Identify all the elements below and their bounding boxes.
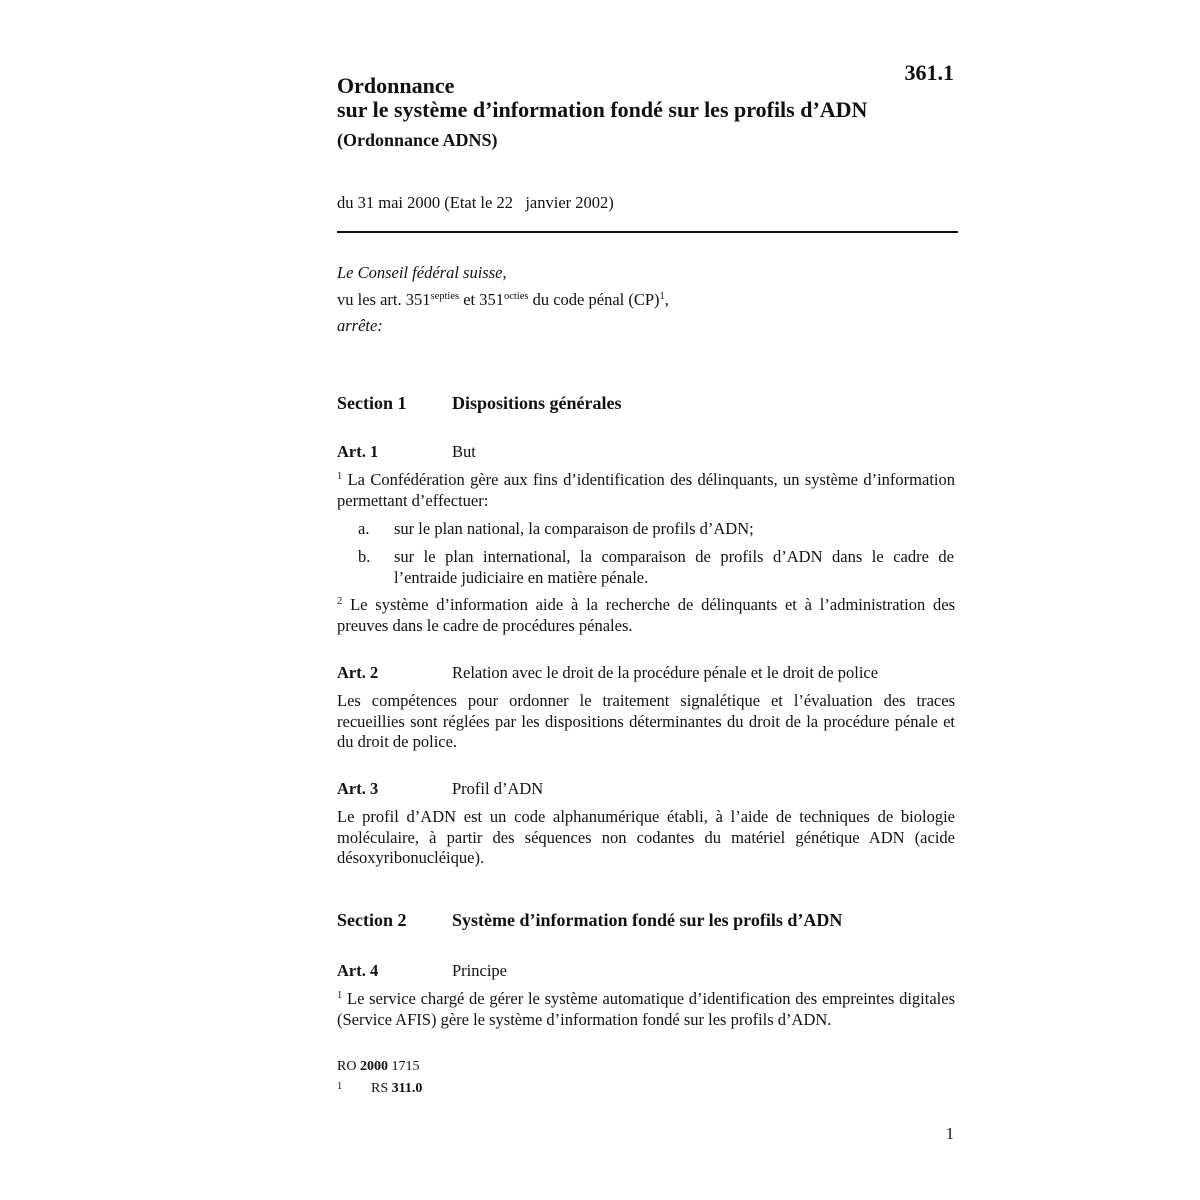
header-rule bbox=[337, 231, 958, 233]
page-number: 1 bbox=[945, 1124, 954, 1143]
art2-text: Les compétences pour ordonner le traitement signalétique et l’évaluation des traces recueillies sont réglées par les dispositions déterminantes du droit de la procédure pénale et du droit de police. bbox=[337, 691, 955, 751]
art1-paragraph2: $^2$ Le système d’information aide à la recherche de délinquants et à l’administration des preuves dans le cadre de procédures pénales. bbox=[337, 595, 956, 635]
section2-heading: Section 2 Système d’information fondé sur les profils d’ADN bbox=[337, 910, 843, 930]
preamble-decree: arrête: bbox=[337, 316, 383, 335]
title-line1: Ordonnance bbox=[337, 73, 455, 98]
art1-heading: Art. 1 But bbox=[337, 442, 476, 461]
art3-heading: Art. 3 Profil d’ADN bbox=[337, 779, 544, 798]
section1-heading: Section 1 Dispositions générales bbox=[337, 393, 622, 413]
art4-heading: Art. 4 Principe bbox=[337, 961, 507, 980]
art4-paragraph1: $^1$ Le service chargé de gérer le système automatique d’identification des empreintes digitales (Service AFIS) gère le système d’information fondé sur les profils d’ADN. bbox=[337, 989, 955, 1029]
footnote-1: 1 RS 311.0 bbox=[337, 1081, 423, 1096]
ro-reference: RO 2000 1715 bbox=[337, 1059, 420, 1074]
footnote-ref-1[interactable]: 1 bbox=[659, 291, 665, 302]
document-page: 361.1 Ordonnance sur le système d’information fondé sur les profils d’ADN (Ordonnance ADNS) du 31 mai 2000 (Etat le 22 janvier 2002) Le Conseil fédéral suisse, vu les art. $351^{septies}$ et $351^{octies}$ du code pénal (CP)$^1$, arrête: Section 1 Dispositions générales Art. 1 But $^1$ La Confédération gère aux fins d’identification des délinquants, un système d’information permettant d’effectuer: a. sur le plan national, la comparaison de profils d’ADN; b. sur le plan international, la comparaison de profils d’ADN dans le cadre de l’entraide judiciaire en matière pénale. $^2$ Le système d’information aide à la recherche de délinquants et à l’administration des preuves dans le cadre de procédures pénales. Art. 2 Relation avec le droit de la procédure pénale et le droit de police Les compétences pour ordonner le traitement signalétique et l’évaluation des traces recueillies sont réglées par les dispositions déterminantes du droit de la procédure pénale et du droit de police. Art. 3 Profil d’ADN Le profil d’ADN est un code alphanumérique établi, à l’aide de techniques de biologie moléculaire, à partir des séquences non codantes du matériel génétique ADN (acide désoxyribonucléique). Section 2 Système d’information fondé sur les profils d’ADN Art. 4 Principe $^1$ Le service chargé de gérer le système automatique d’identification des empreintes digitales (Service AFIS) gère le système d’information fondé sur les profils d’ADN. RO 2000 1715 1 RS 311.0 1 bbox=[337, 0, 958, 1200]
preamble-authority: Le Conseil fédéral suisse, bbox=[337, 263, 507, 282]
title-line2: sur le système d’information fondé sur les profils d’ADN bbox=[337, 97, 868, 122]
date-line: du 31 mai 2000 (Etat le 22 janvier 2002) bbox=[337, 193, 614, 212]
short-title: (Ordonnance ADNS) bbox=[337, 130, 498, 150]
sr-number: 361.1 bbox=[904, 60, 954, 85]
art1-paragraph1: $^1$ La Confédération gère aux fins d’identification des délinquants, un système d’information permettant d’effectuer: bbox=[337, 470, 955, 510]
art2-heading: Art. 2 Relation avec le droit de la procédure pénale et le droit de police bbox=[337, 663, 879, 682]
preamble-basis: vu les art. $351^{septies}$ et $351^{octies}$ du code pénal (CP)$^1$, bbox=[337, 290, 669, 309]
art3-text: Le profil d’ADN est un code alphanumérique établi, à l’aide de techniques de biologie moléculaire, à partir des séquences non codantes du matériel génétique ADN (acide désoxyribonucléique). bbox=[337, 807, 955, 867]
